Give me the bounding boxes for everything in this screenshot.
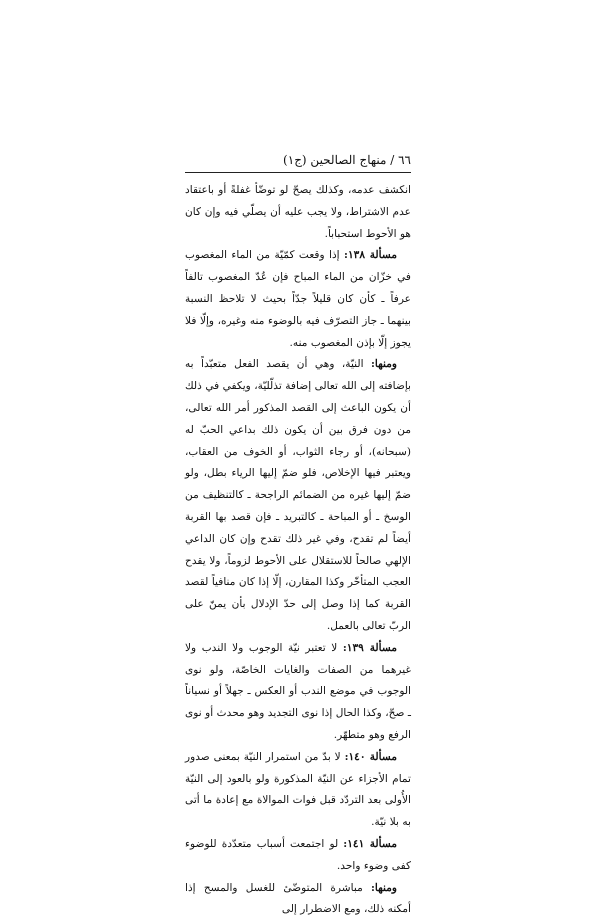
- section-label: ومنها:: [371, 358, 397, 370]
- header-rule: [185, 172, 411, 173]
- issue-141: [185, 834, 411, 878]
- running-header: ٦٦ / منهاج الصالحين (ج١): [185, 152, 411, 168]
- issue-138: [185, 245, 411, 354]
- issue-label: مسألة ١٣٩:: [343, 642, 397, 654]
- page-body: [185, 180, 411, 921]
- issue-label: مسألة ١٣٨:: [344, 249, 397, 261]
- issue-140: [185, 747, 411, 834]
- intention-section: [185, 354, 411, 637]
- section-label: ومنها:: [371, 882, 397, 894]
- paragraph-text: مباشرة المتوضّئ للغسل والمسح إذا أمكنه ذلك، ومع الاضطرار إلى: [185, 882, 411, 916]
- paragraph: [185, 180, 411, 245]
- paragraph-text: لو اجتمعت أسباب متعدّدة للوضوء كفى وضوء واحد.: [185, 838, 411, 872]
- paragraph-text: إذا وقعت كمّيّة من الماء المغصوب في خزّان من الماء المباح فإن عُدّ المغصوب تالفاً عرفاً ـ كأن كان قليلاً جدّاً بحيث لا تلاحظ النسبة بينهما ـ جاز التصرّف فيه بالوضوء منه وغيره، وإلّا فلا يجوز إلّا بإذن المغصوب منه.: [185, 249, 411, 348]
- paragraph-text: لا تعتبر نيّة الوجوب ولا الندب ولا غيرهما من الصفات والغايات الخاصّة، ولو نوى الوجوب في موضع الندب أو العكس ـ جهلاً أو نسياناً ـ صحّ، وكذا الحال إذا نوى التجديد وهو محدث أو نوى الرفع وهو متطهّر.: [185, 642, 411, 741]
- paragraph-text: لا بدّ من استمرار النيّة بمعنى صدور تمام الأجزاء عن النيّة المذكورة ولو بالعود إلى النيّة الأُولى بعد التردّد قبل فوات الموالاة مع إعادة ما أتى به بلا نيّة.: [185, 751, 411, 828]
- paragraph-text: النيّة، وهي أن يقصد الفعل متعبّداً به بإضافته إلى الله تعالى إضافة تذلّليّة، ويكفي في ذلك أن يكون الباعث إلى القصد المذكور أمر الله تعالى، من دون فرق بين أن يكون ذلك بداعي الحبّ له (سبحانه)، أو رجاء الثواب، أو الخوف من العقاب، ويعتبر فيها الإخلاص، فلو ضمّ إليها الرياء بطل، ولو ضمّ إليها غيره من الضمائم الراجحة ـ كالتنظيف من الوسخ ـ أو المباحة ـ كالتبريد ـ فإن قصد بها القربة أيضاً لم تقدح، وفي غير ذلك تقدح وإن كان الداعي الإلهي صالحاً للاستقلال على الأحوط لزوماً، ولا يقدح العجب المتأخّر وكذا المقارن، إلّا إذا كان منافياً لقصد القربة كما إذا وصل إلى حدّ الإدلال بأن يمنّ على الربّ تعالى بالعمل.: [185, 358, 411, 632]
- direct-performance-section: [185, 878, 411, 921]
- issue-label: مسألة ١٤١:: [343, 838, 397, 850]
- issue-139: [185, 638, 411, 747]
- paragraph-text: انكشف عدمه، وكذلك يصحّ لو توضّأ غفلةً أو باعتقاد عدم الاشتراط، ولا يجب عليه أن يصلّي فيه وإن كان هو الأحوط استحباباً.: [185, 184, 411, 240]
- issue-label: مسألة ١٤٠:: [345, 751, 397, 763]
